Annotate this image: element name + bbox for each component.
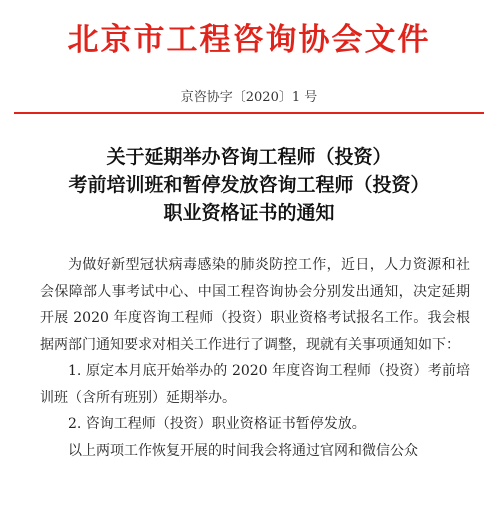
- document-number: 京咨协字〔2020〕1 号: [180, 90, 318, 105]
- body-paragraph-intro: 为做好新型冠状病毒感染的肺炎防控工作，近日，人力资源和社会保障部人事考试中心、中国工程咨询协会分别发出通知，决定延期开展 2020 年度咨询工程师（投资）职业资格考试报名工作。我会根据两部门通知要求对相关工作进行了调整，现就有关事项通知如下：: [40, 257, 470, 353]
- notice-title-line-1: 关于延期举办咨询工程师（投资）: [106, 146, 392, 168]
- red-divider-line: [14, 112, 484, 114]
- notice-title: [0, 143, 498, 227]
- notice-title-line-3: 职业资格证书的通知: [163, 202, 335, 224]
- notice-title-line-2: 考前培训班和暂停发放咨询工程师（投资）: [68, 174, 430, 196]
- body-paragraph-closing: 以上两项工作恢复开展的时间我会将通过官网和微信公众: [68, 442, 418, 459]
- org-header-title: 北京市工程咨询协会文件: [67, 22, 431, 58]
- notice-body: [40, 252, 470, 464]
- body-paragraph-item-2: 2. 咨询工程师（投资）职业资格证书暂停发放。: [68, 416, 366, 432]
- body-paragraph-item-1: 1. 原定本月底开始举办的 2020 年度咨询工程师（投资）考前培训班（含所有班别）延期举办。: [40, 363, 470, 406]
